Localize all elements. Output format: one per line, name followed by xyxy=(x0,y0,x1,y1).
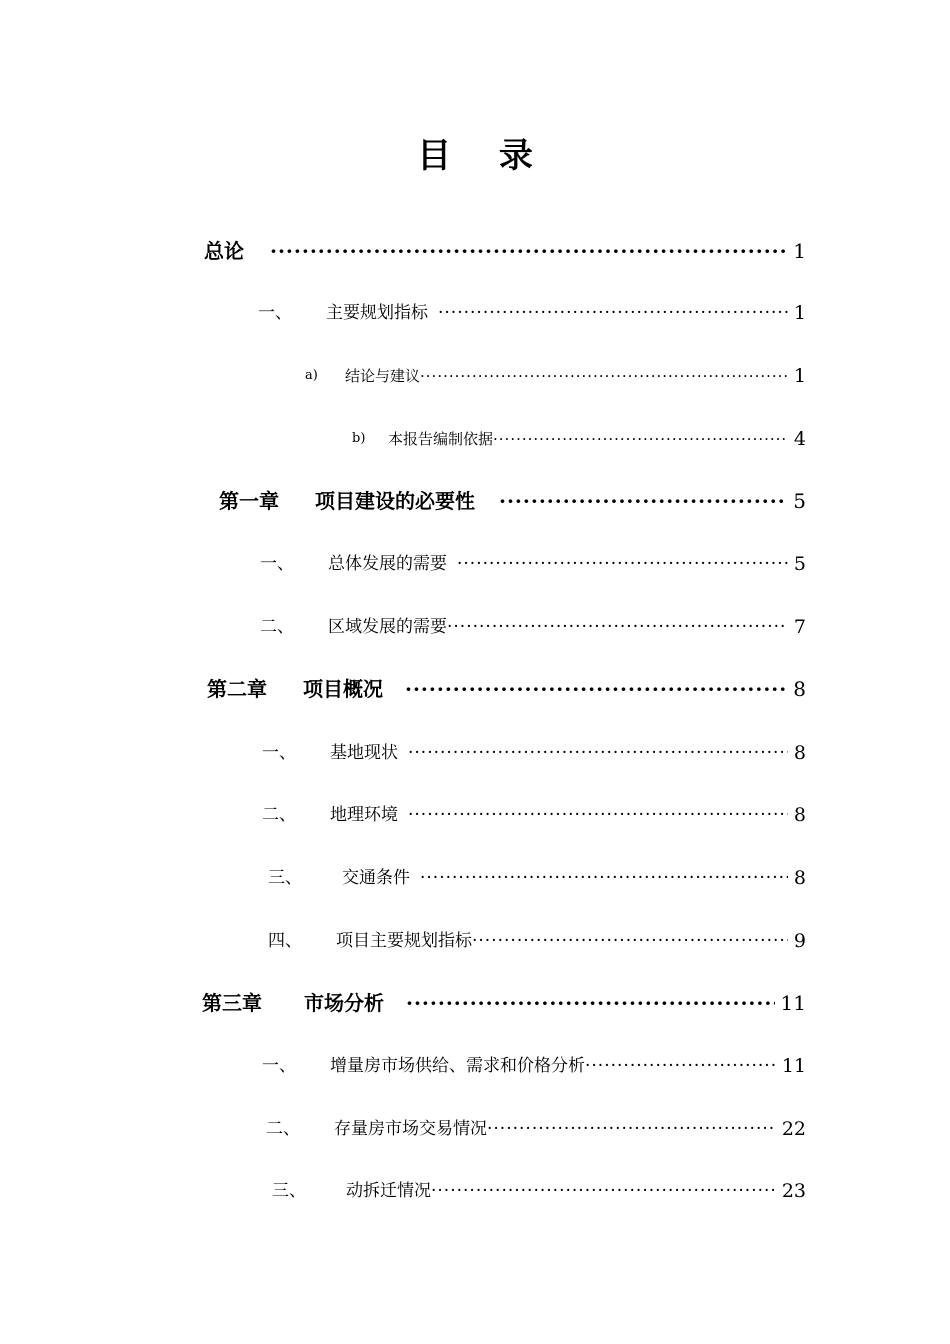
toc-entry-number: 二、 xyxy=(262,805,296,825)
toc-entry-number: 一、 xyxy=(258,303,292,323)
toc-entry-number: 一、 xyxy=(262,1056,296,1076)
dot-leader xyxy=(585,1051,776,1081)
toc-entry-page-number: 5 xyxy=(793,553,806,575)
toc-entry[interactable] xyxy=(202,988,806,1018)
toc-entry-page-number: 8 xyxy=(793,804,806,826)
dot-leader xyxy=(420,863,788,893)
dot-leader xyxy=(457,549,788,579)
dot-leader xyxy=(270,236,787,266)
toc-entry-number: 第三章 xyxy=(202,991,262,1015)
toc-entry[interactable] xyxy=(260,549,806,579)
dot-leader xyxy=(408,800,788,830)
toc-entry[interactable] xyxy=(352,424,806,454)
toc-entry-number: 三、 xyxy=(268,868,302,888)
toc-entry-label: 地理环境 xyxy=(330,805,398,825)
toc-entry[interactable] xyxy=(207,674,806,704)
toc-entry-label: 结论与建议 xyxy=(345,367,421,385)
toc-entry-number: 第二章 xyxy=(207,677,267,701)
toc-entry-label: 市场分析 xyxy=(304,991,384,1015)
toc-entry-label: 存量房市场交易情况 xyxy=(334,1119,487,1139)
toc-entry-number: 一、 xyxy=(262,743,296,763)
toc-entry-page-number: 23 xyxy=(781,1180,806,1202)
toc-entry-number: 四、 xyxy=(268,931,302,951)
toc-entry[interactable] xyxy=(204,236,806,266)
toc-entry-number: a) xyxy=(305,368,318,383)
toc-entry[interactable] xyxy=(262,1051,806,1081)
toc-entry-label: 项目建设的必要性 xyxy=(315,489,475,513)
dot-leader xyxy=(408,738,788,768)
toc-entry-label: 总体发展的需要 xyxy=(328,554,447,574)
dot-leader xyxy=(431,1176,776,1206)
dot-leader xyxy=(406,988,775,1018)
toc-entry[interactable] xyxy=(258,298,806,328)
toc-entry-page-number: 9 xyxy=(793,930,806,952)
dot-leader xyxy=(438,298,788,328)
toc-entry[interactable] xyxy=(272,1176,806,1206)
toc-entry-label: 本报告编制依据 xyxy=(388,430,494,448)
toc-entry-page-number: 1 xyxy=(793,365,806,387)
toc-entry[interactable] xyxy=(262,738,806,768)
toc-entry-page-number: 8 xyxy=(793,677,806,701)
toc-entry-page-number: 11 xyxy=(781,1055,806,1077)
toc-entry-page-number: 8 xyxy=(793,867,806,889)
toc-entry-page-number: 1 xyxy=(793,239,806,263)
toc-entry[interactable] xyxy=(305,361,806,391)
dot-leader xyxy=(420,361,788,391)
toc-entry-page-number: 22 xyxy=(781,1118,806,1140)
toc-entry-page-number: 4 xyxy=(793,428,806,450)
toc-entry-label: 增量房市场供给、需求和价格分析 xyxy=(330,1056,585,1076)
toc-entry-number: b) xyxy=(352,431,366,446)
toc-entry-label: 交通条件 xyxy=(342,868,410,888)
toc-entry-number: 二、 xyxy=(260,617,294,637)
dot-leader xyxy=(487,1114,776,1144)
toc-entry-number: 第一章 xyxy=(219,489,279,513)
toc-entry[interactable] xyxy=(268,863,806,893)
dot-leader xyxy=(447,612,788,642)
toc-entry-page-number: 7 xyxy=(793,616,806,638)
dot-leader xyxy=(493,424,788,454)
toc-entry-number: 一、 xyxy=(260,554,294,574)
dot-leader xyxy=(499,486,787,516)
toc-entry-page-number: 5 xyxy=(793,489,806,513)
toc-entry-label: 主要规划指标 xyxy=(326,303,428,323)
toc-entry[interactable] xyxy=(262,800,806,830)
toc-entry[interactable] xyxy=(219,486,806,516)
dot-leader xyxy=(472,926,788,956)
page-title: 目 录 xyxy=(417,136,551,176)
toc-entry-label: 基地现状 xyxy=(330,743,398,763)
toc-entry-number: 二、 xyxy=(266,1119,300,1139)
dot-leader xyxy=(405,674,787,704)
toc-entry-number: 三、 xyxy=(272,1181,306,1201)
toc-entry-label: 项目概况 xyxy=(303,677,383,701)
toc-entry[interactable] xyxy=(266,1114,806,1144)
toc-entry-page-number: 11 xyxy=(780,991,806,1015)
toc-entry[interactable] xyxy=(260,612,806,642)
toc-entry-label: 动拆迁情况 xyxy=(346,1181,431,1201)
toc-entry-label: 项目主要规划指标 xyxy=(336,931,472,951)
toc-entry-page-number: 1 xyxy=(793,302,806,324)
toc-entry-page-number: 8 xyxy=(793,742,806,764)
toc-entry-label: 总论 xyxy=(204,239,244,263)
toc-entry-label: 区域发展的需要 xyxy=(328,617,447,637)
toc-entry[interactable] xyxy=(268,926,806,956)
